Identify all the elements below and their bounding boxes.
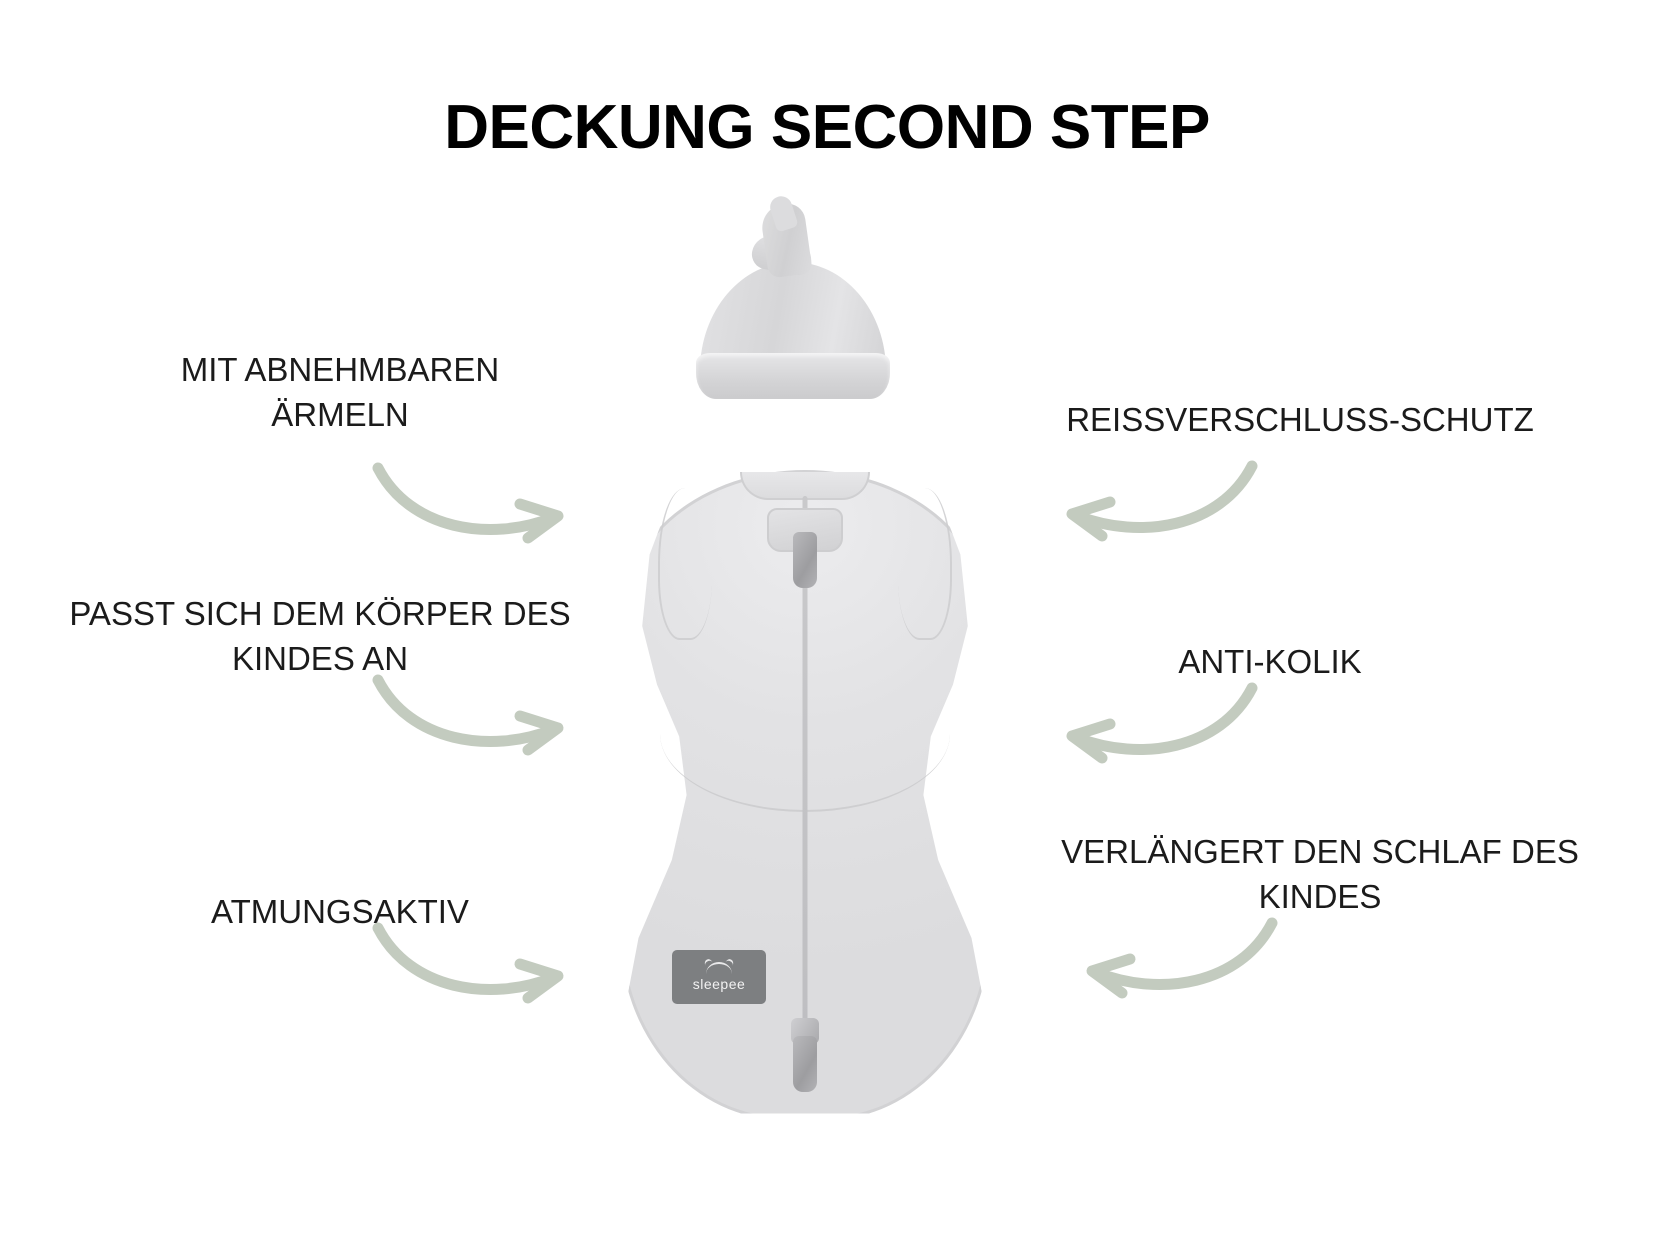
shoulder-seam-right xyxy=(898,488,952,640)
arrow-longer-sleep-icon xyxy=(1060,915,1280,1005)
knotted-baby-hat-icon xyxy=(678,190,908,420)
zipper-pull-top xyxy=(793,532,817,588)
baby-swaddle-bag-icon xyxy=(620,470,990,1120)
hat-brim xyxy=(696,353,890,399)
callout-zip-guard: REISSVERSCHLUSS-SCHUTZ xyxy=(1066,401,1534,438)
arrow-zip-guard-icon xyxy=(1040,458,1260,548)
callout-sleeves: MIT ABNEHMBAREN ÄRMELN xyxy=(180,351,500,433)
brand-tag xyxy=(672,950,766,1004)
callout-anti-colic: ANTI-KOLIK xyxy=(1178,643,1362,680)
product-illustration xyxy=(600,190,1020,1120)
arrow-anti-colic-icon xyxy=(1040,680,1260,770)
cat-face-icon xyxy=(706,962,732,974)
callout-longer-sleep: VERLÄNGERT DEN SCHLAF DES KINDES xyxy=(1061,833,1579,915)
callout-body-fit: PASST SICH DEM KÖRPER DES KINDES AN xyxy=(69,595,571,677)
arrow-sleeves-icon xyxy=(370,460,590,550)
brand-tag-label: sleepee xyxy=(692,976,746,992)
shoulder-seam-left xyxy=(658,488,712,640)
zipper-pull-bottom xyxy=(793,1036,817,1092)
arrow-body-fit-icon xyxy=(370,672,590,762)
callout-breathable: ATMUNGSAKTIV xyxy=(211,893,469,930)
page-title: DECKUNG SECOND STEP xyxy=(444,93,1210,162)
